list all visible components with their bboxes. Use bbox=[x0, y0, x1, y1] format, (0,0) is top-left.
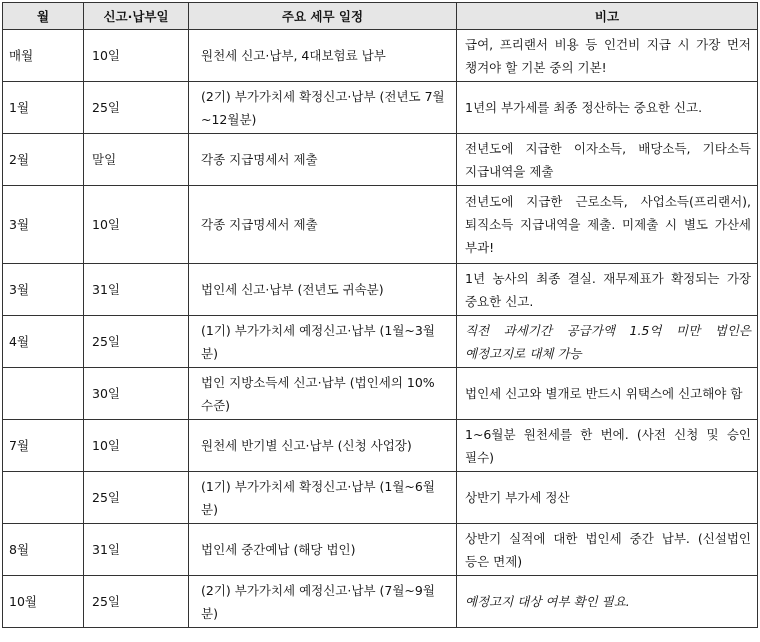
header-schedule: 주요 세무 일정 bbox=[189, 3, 457, 30]
cell-date: 말일 bbox=[84, 134, 189, 186]
cell-note: 1~6월분 원천세를 한 번에. (사전 신청 및 승인 필수) bbox=[457, 420, 758, 472]
cell-month: 4월 bbox=[3, 316, 84, 368]
cell-month: 8월 bbox=[3, 524, 84, 576]
table-row bbox=[3, 264, 758, 316]
cell-schedule: 법인세 신고·납부 (전년도 귀속분) bbox=[189, 264, 457, 316]
cell-date: 10일 bbox=[84, 420, 189, 472]
cell-date: 10일 bbox=[84, 186, 189, 264]
table-header-row bbox=[3, 3, 758, 30]
cell-note: 급여, 프리랜서 비용 등 인건비 지급 시 가장 먼저 챙겨야 할 기본 중의 기본! bbox=[457, 30, 758, 82]
table-row bbox=[3, 576, 758, 628]
table-row bbox=[3, 30, 758, 82]
header-month: 월 bbox=[3, 3, 84, 30]
cell-note: 법인세 신고와 별개로 반드시 위택스에 신고해야 함 bbox=[457, 368, 758, 420]
header-note: 비고 bbox=[457, 3, 758, 30]
cell-schedule: (2기) 부가가치세 예정신고·납부 (7월~9월분) bbox=[189, 576, 457, 628]
cell-date: 10일 bbox=[84, 30, 189, 82]
table-row bbox=[3, 316, 758, 368]
table-row bbox=[3, 368, 758, 420]
cell-schedule: (1기) 부가가치세 확정신고·납부 (1월~6월분) bbox=[189, 472, 457, 524]
cell-schedule: (1기) 부가가치세 예정신고·납부 (1월~3월분) bbox=[189, 316, 457, 368]
cell-schedule: 법인세 중간예납 (해당 법인) bbox=[189, 524, 457, 576]
cell-note: 상반기 실적에 대한 법인세 중간 납부. (신설법인 등은 면제) bbox=[457, 524, 758, 576]
cell-note: 직전 과세기간 공급가액 1.5억 미만 법인은 예정고지로 대체 가능 bbox=[457, 316, 758, 368]
table-row bbox=[3, 472, 758, 524]
cell-note: 전년도에 지급한 이자소득, 배당소득, 기타소득 지급내역을 제출 bbox=[457, 134, 758, 186]
cell-month: 2월 bbox=[3, 134, 84, 186]
cell-note: 1년의 부가세를 최종 정산하는 중요한 신고. bbox=[457, 82, 758, 134]
cell-month: 3월 bbox=[3, 264, 84, 316]
table-row bbox=[3, 186, 758, 264]
cell-date: 25일 bbox=[84, 472, 189, 524]
cell-schedule: 원천세 신고·납부, 4대보험료 납부 bbox=[189, 30, 457, 82]
cell-schedule: 각종 지급명세서 제출 bbox=[189, 186, 457, 264]
cell-date: 25일 bbox=[84, 82, 189, 134]
cell-date: 25일 bbox=[84, 576, 189, 628]
tax-schedule-table bbox=[2, 2, 758, 628]
cell-month bbox=[3, 472, 84, 524]
table-row bbox=[3, 134, 758, 186]
table-row bbox=[3, 524, 758, 576]
cell-month: 7월 bbox=[3, 420, 84, 472]
cell-schedule: 각종 지급명세서 제출 bbox=[189, 134, 457, 186]
cell-schedule: 원천세 반기별 신고·납부 (신청 사업장) bbox=[189, 420, 457, 472]
cell-month: 3월 bbox=[3, 186, 84, 264]
cell-note: 예정고지 대상 여부 확인 필요. bbox=[457, 576, 758, 628]
cell-date: 31일 bbox=[84, 264, 189, 316]
table-row bbox=[3, 420, 758, 472]
cell-date: 31일 bbox=[84, 524, 189, 576]
cell-note: 전년도에 지급한 근로소득, 사업소득(프리랜서), 퇴직소득 지급내역을 제출. 미제출 시 별도 가산세 부과! bbox=[457, 186, 758, 264]
table-row bbox=[3, 82, 758, 134]
cell-note: 상반기 부가세 정산 bbox=[457, 472, 758, 524]
cell-month: 10월 bbox=[3, 576, 84, 628]
cell-month: 매월 bbox=[3, 30, 84, 82]
cell-month: 1월 bbox=[3, 82, 84, 134]
cell-schedule: (2기) 부가가치세 확정신고·납부 (전년도 7월~12월분) bbox=[189, 82, 457, 134]
cell-date: 25일 bbox=[84, 316, 189, 368]
cell-date: 30일 bbox=[84, 368, 189, 420]
cell-month bbox=[3, 368, 84, 420]
cell-note: 1년 농사의 최종 결실. 재무제표가 확정되는 가장 중요한 신고. bbox=[457, 264, 758, 316]
header-date: 신고·납부일 bbox=[84, 3, 189, 30]
cell-schedule: 법인 지방소득세 신고·납부 (법인세의 10% 수준) bbox=[189, 368, 457, 420]
